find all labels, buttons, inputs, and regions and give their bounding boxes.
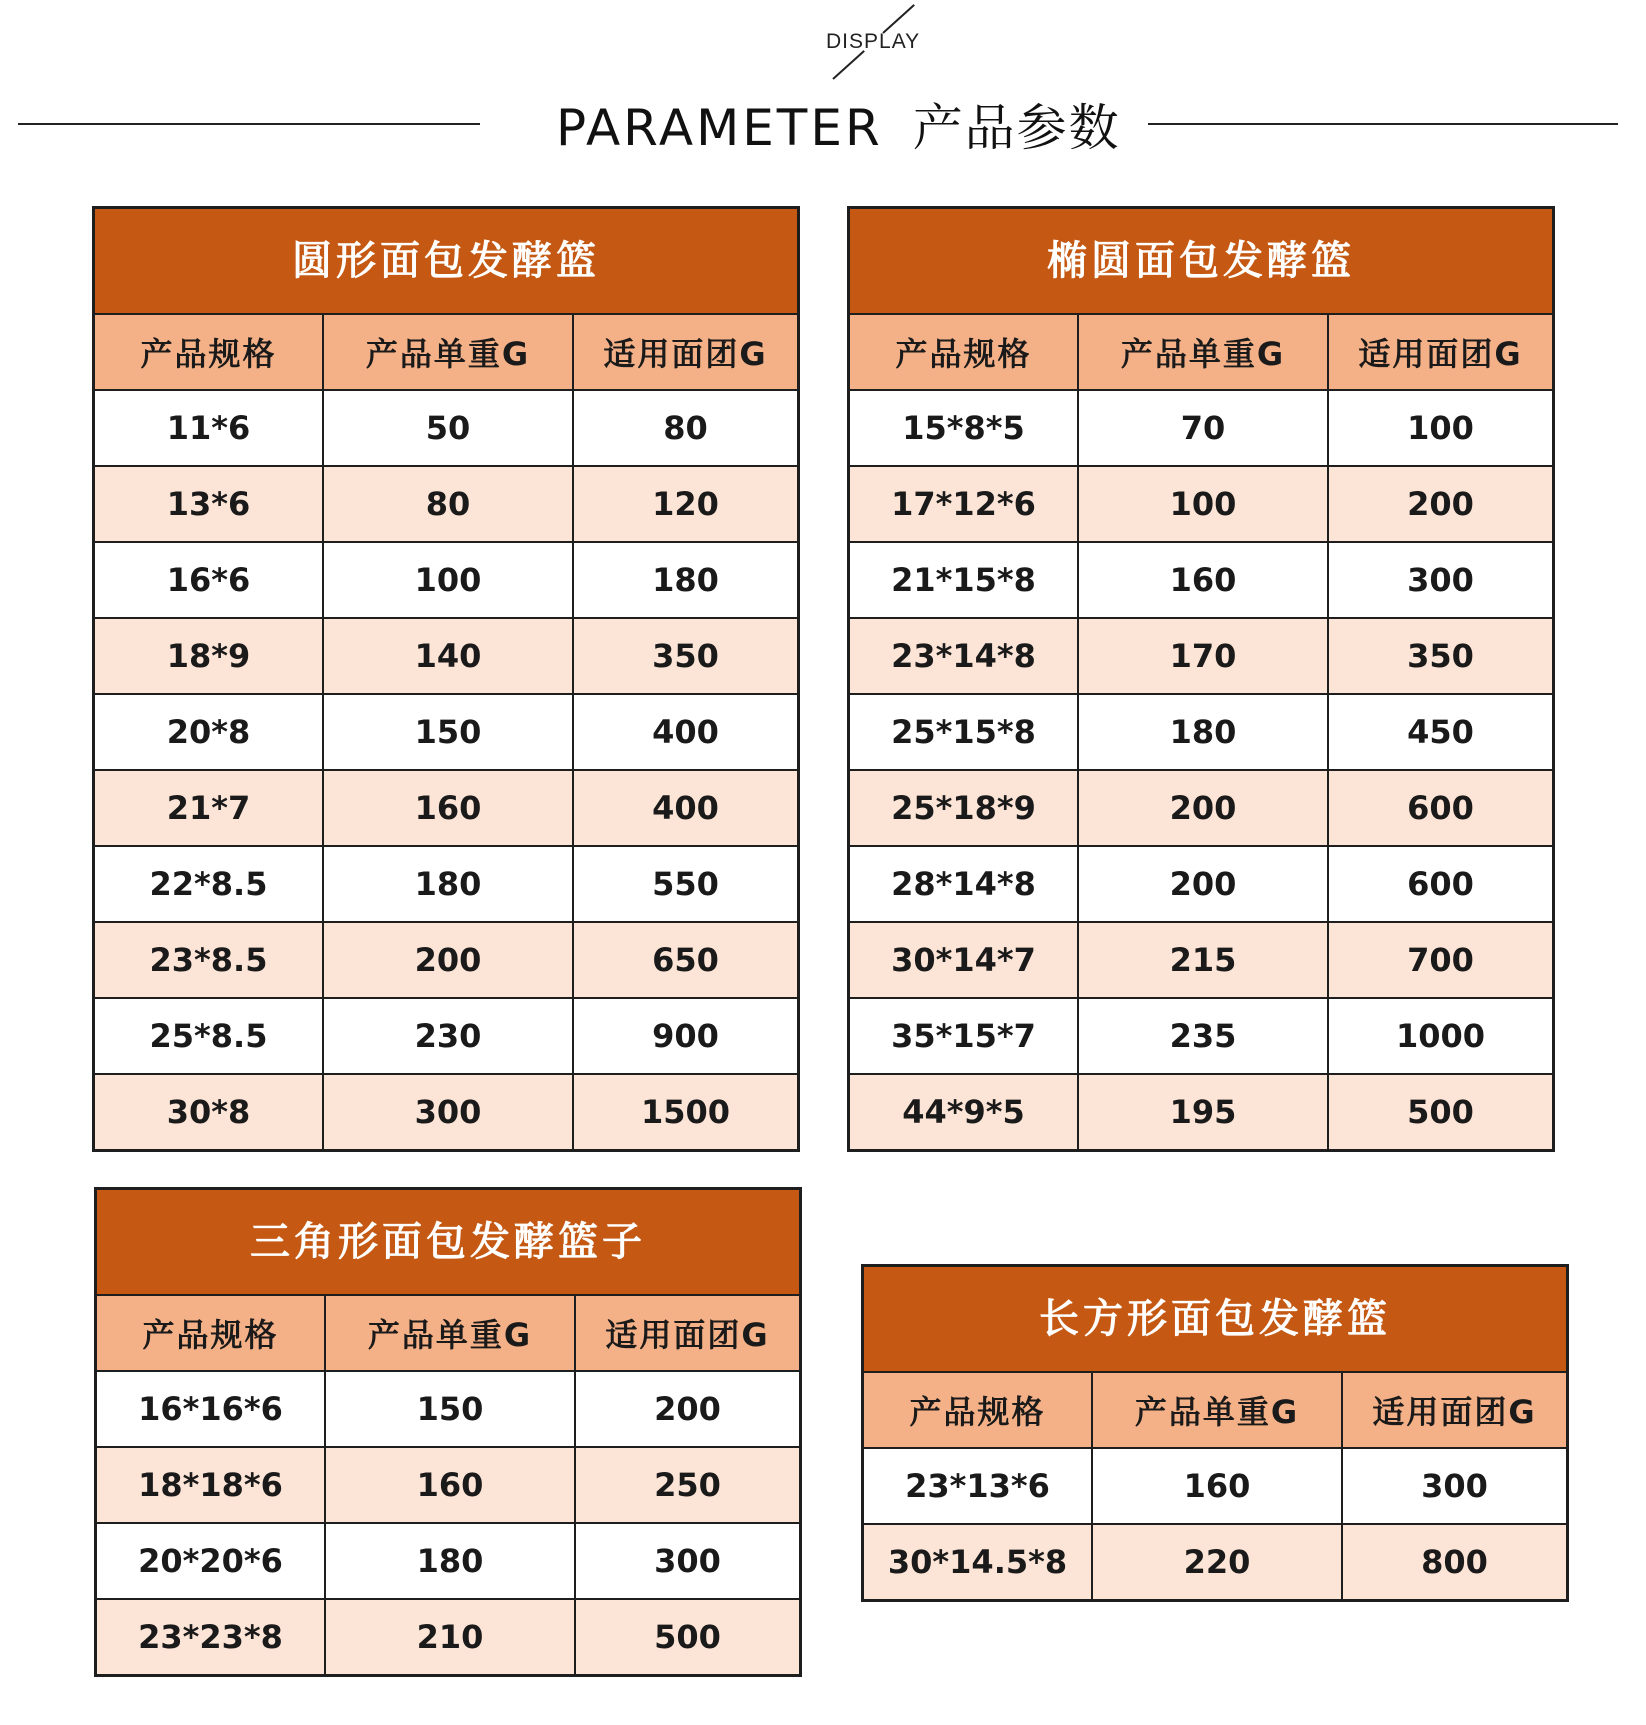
cell-weight: 200	[1078, 846, 1328, 922]
page-title-en: PARAMETER	[556, 99, 883, 157]
table-row	[97, 1599, 799, 1674]
table-row	[850, 466, 1552, 542]
table-row	[95, 466, 797, 542]
cell-spec: 11*6	[95, 390, 323, 466]
header-row	[850, 315, 1552, 390]
spec-table	[97, 1296, 799, 1674]
cell-dough: 180	[573, 542, 797, 618]
cell-spec: 17*12*6	[850, 466, 1078, 542]
cell-spec: 28*14*8	[850, 846, 1078, 922]
table-row	[95, 770, 797, 846]
table-row	[95, 618, 797, 694]
table-row	[850, 770, 1552, 846]
table-row	[97, 1447, 799, 1523]
cell-weight: 215	[1078, 922, 1328, 998]
table-row	[95, 846, 797, 922]
cell-dough: 400	[573, 770, 797, 846]
column-header-spec: 产品规格	[864, 1373, 1092, 1448]
table-title: 长方形面包发酵篮	[864, 1267, 1566, 1373]
cell-weight: 170	[1078, 618, 1328, 694]
column-header-spec: 产品规格	[95, 315, 323, 390]
column-header-dough: 适用面团G	[575, 1296, 799, 1371]
table-row	[95, 390, 797, 466]
cell-dough: 300	[1342, 1448, 1566, 1524]
column-header-weight: 产品单重G	[1092, 1373, 1342, 1448]
cell-dough: 1000	[1328, 998, 1552, 1074]
cell-dough: 650	[573, 922, 797, 998]
cell-weight: 180	[1078, 694, 1328, 770]
column-header-dough: 适用面团G	[573, 315, 797, 390]
cell-weight: 300	[323, 1074, 573, 1149]
cell-weight: 160	[325, 1447, 575, 1523]
table-row	[95, 542, 797, 618]
column-header-weight: 产品单重G	[325, 1296, 575, 1371]
header-row	[864, 1373, 1566, 1448]
cell-weight: 100	[323, 542, 573, 618]
cell-spec: 23*14*8	[850, 618, 1078, 694]
table-row	[850, 542, 1552, 618]
column-header-weight: 产品单重G	[1078, 315, 1328, 390]
cell-dough: 450	[1328, 694, 1552, 770]
cell-dough: 600	[1328, 846, 1552, 922]
spec-table	[864, 1373, 1566, 1599]
column-header-weight: 产品单重G	[323, 315, 573, 390]
divider-right	[1148, 123, 1618, 125]
cell-dough: 300	[1328, 542, 1552, 618]
cell-dough: 400	[573, 694, 797, 770]
cell-dough: 550	[573, 846, 797, 922]
cell-weight: 150	[325, 1371, 575, 1447]
table-row	[95, 1074, 797, 1149]
cell-spec: 18*9	[95, 618, 323, 694]
table-title: 三角形面包发酵篮子	[97, 1190, 799, 1296]
cell-spec: 22*8.5	[95, 846, 323, 922]
cell-dough: 200	[1328, 466, 1552, 542]
cell-spec: 30*14.5*8	[864, 1524, 1092, 1599]
table-row	[864, 1524, 1566, 1599]
spec-table	[850, 315, 1552, 1149]
cell-weight: 180	[325, 1523, 575, 1599]
table-row	[850, 618, 1552, 694]
cell-weight: 220	[1092, 1524, 1342, 1599]
cell-weight: 180	[323, 846, 573, 922]
cell-spec: 15*8*5	[850, 390, 1078, 466]
cell-weight: 195	[1078, 1074, 1328, 1149]
table-row	[95, 694, 797, 770]
table-row	[97, 1371, 799, 1447]
cell-spec: 21*7	[95, 770, 323, 846]
table-rectangle-basket	[861, 1264, 1569, 1602]
table-round-basket	[92, 206, 800, 1152]
spec-table	[95, 315, 797, 1149]
cell-dough: 300	[575, 1523, 799, 1599]
cell-weight: 140	[323, 618, 573, 694]
column-header-spec: 产品规格	[97, 1296, 325, 1371]
header-row	[95, 315, 797, 390]
cell-weight: 235	[1078, 998, 1328, 1074]
slash-decoration-bottom	[832, 50, 865, 80]
divider-left	[18, 123, 480, 125]
cell-dough: 100	[1328, 390, 1552, 466]
header-row	[97, 1296, 799, 1371]
table-title: 椭圆面包发酵篮	[850, 209, 1552, 315]
table-row	[850, 846, 1552, 922]
page-header	[0, 0, 1646, 170]
table-row	[850, 922, 1552, 998]
table-row	[850, 1074, 1552, 1149]
cell-spec: 16*16*6	[97, 1371, 325, 1447]
column-header-dough: 适用面团G	[1342, 1373, 1566, 1448]
cell-weight: 160	[1092, 1448, 1342, 1524]
column-header-dough: 适用面团G	[1328, 315, 1552, 390]
cell-dough: 120	[573, 466, 797, 542]
cell-weight: 80	[323, 466, 573, 542]
cell-spec: 23*8.5	[95, 922, 323, 998]
display-label: DISPLAY	[826, 30, 921, 53]
cell-dough: 80	[573, 390, 797, 466]
cell-dough: 250	[575, 1447, 799, 1523]
page-title	[556, 88, 1121, 160]
cell-dough: 350	[573, 618, 797, 694]
cell-spec: 25*18*9	[850, 770, 1078, 846]
cell-dough: 900	[573, 998, 797, 1074]
table-row	[850, 694, 1552, 770]
cell-weight: 100	[1078, 466, 1328, 542]
cell-spec: 44*9*5	[850, 1074, 1078, 1149]
table-row	[95, 922, 797, 998]
cell-spec: 23*13*6	[864, 1448, 1092, 1524]
table-triangle-basket	[94, 1187, 802, 1677]
cell-dough: 700	[1328, 922, 1552, 998]
cell-weight: 210	[325, 1599, 575, 1674]
cell-spec: 30*14*7	[850, 922, 1078, 998]
cell-dough: 600	[1328, 770, 1552, 846]
cell-spec: 16*6	[95, 542, 323, 618]
cell-spec: 25*8.5	[95, 998, 323, 1074]
column-header-spec: 产品规格	[850, 315, 1078, 390]
cell-spec: 25*15*8	[850, 694, 1078, 770]
cell-spec: 35*15*7	[850, 998, 1078, 1074]
cell-weight: 200	[323, 922, 573, 998]
cell-weight: 230	[323, 998, 573, 1074]
cell-dough: 500	[1328, 1074, 1552, 1149]
cell-spec: 20*8	[95, 694, 323, 770]
cell-dough: 800	[1342, 1524, 1566, 1599]
cell-spec: 30*8	[95, 1074, 323, 1149]
cell-weight: 50	[323, 390, 573, 466]
cell-spec: 23*23*8	[97, 1599, 325, 1674]
cell-spec: 20*20*6	[97, 1523, 325, 1599]
table-title: 圆形面包发酵篮	[95, 209, 797, 315]
cell-weight: 200	[1078, 770, 1328, 846]
table-row	[850, 390, 1552, 466]
cell-spec: 18*18*6	[97, 1447, 325, 1523]
table-row	[864, 1448, 1566, 1524]
cell-dough: 500	[575, 1599, 799, 1674]
cell-weight: 70	[1078, 390, 1328, 466]
cell-dough: 350	[1328, 618, 1552, 694]
table-row	[95, 998, 797, 1074]
cell-weight: 150	[323, 694, 573, 770]
page-title-cn: 产品参数	[912, 99, 1121, 157]
table-oval-basket	[847, 206, 1555, 1152]
cell-dough: 1500	[573, 1074, 797, 1149]
table-row	[850, 998, 1552, 1074]
table-row	[97, 1523, 799, 1599]
cell-spec: 13*6	[95, 466, 323, 542]
cell-spec: 21*15*8	[850, 542, 1078, 618]
cell-weight: 160	[323, 770, 573, 846]
cell-weight: 160	[1078, 542, 1328, 618]
cell-dough: 200	[575, 1371, 799, 1447]
